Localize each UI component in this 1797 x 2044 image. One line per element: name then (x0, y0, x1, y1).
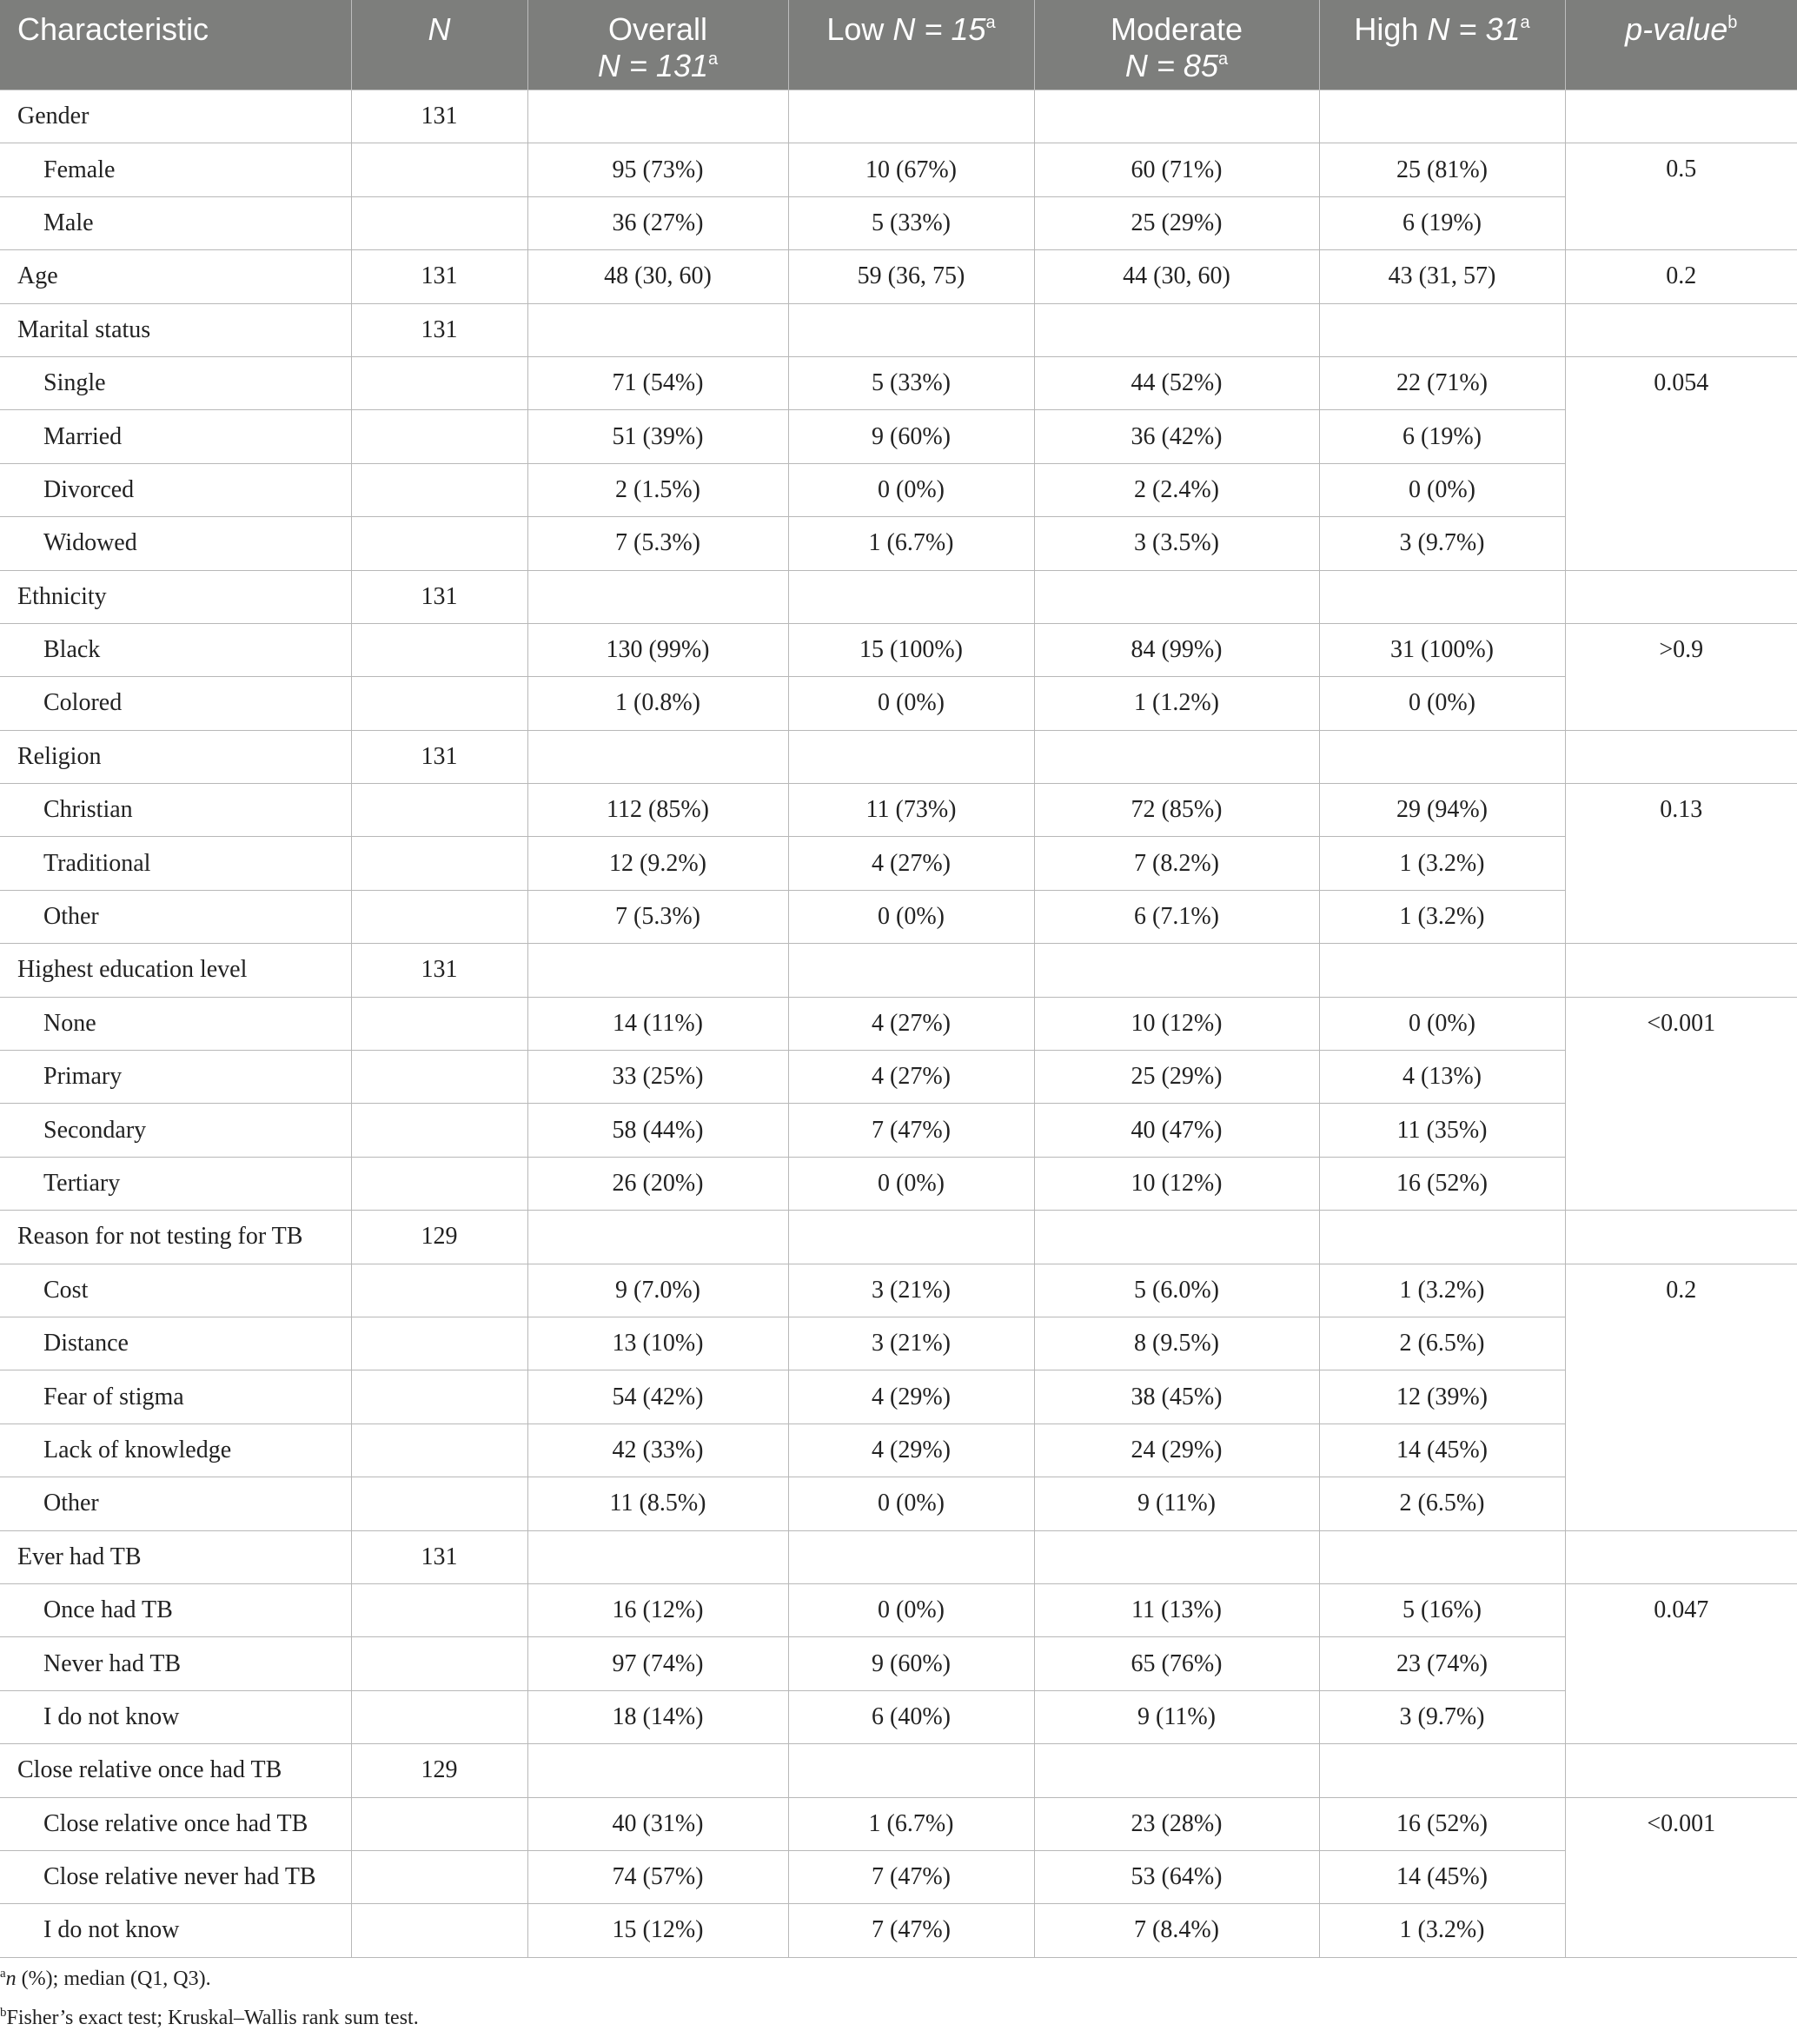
row-label: I do not know (0, 1690, 351, 1743)
table-row (0, 1477, 1797, 1530)
header-characteristic: Characteristic (0, 0, 351, 90)
row-cell: 4 (27%) (788, 837, 1034, 890)
row-cell: 1 (3.2%) (1319, 1904, 1565, 1957)
row-cell: 9 (11%) (1034, 1477, 1319, 1530)
section-cell (1034, 90, 1319, 143)
row-n (351, 1370, 527, 1424)
row-n (351, 356, 527, 409)
row-n (351, 517, 527, 570)
row-label: Other (0, 1477, 351, 1530)
section-label: Ethnicity (0, 570, 351, 623)
section-n: 131 (351, 90, 527, 143)
row-n (351, 1637, 527, 1690)
p-value-cell: 0.047 (1565, 1583, 1797, 1743)
row-cell: 38 (45%) (1034, 1370, 1319, 1424)
row-cell: 40 (31%) (527, 1797, 788, 1850)
row-cell: 1 (0.8%) (527, 677, 788, 730)
section-label: Marital status (0, 303, 351, 356)
row-cell: 0 (0%) (788, 1157, 1034, 1210)
row-cell: 13 (10%) (527, 1317, 788, 1370)
row-label: Divorced (0, 463, 351, 516)
row-cell: 84 (99%) (1034, 623, 1319, 676)
row-cell: 26 (20%) (527, 1157, 788, 1210)
table-header-row (0, 0, 1797, 90)
section-cell (1319, 1530, 1565, 1583)
section-cell (788, 730, 1034, 783)
row-cell: 3 (3.5%) (1034, 517, 1319, 570)
section-cell: 43 (31, 57) (1319, 250, 1565, 303)
table-row (0, 410, 1797, 463)
row-cell: 3 (9.7%) (1319, 1690, 1565, 1743)
p-value-cell: >0.9 (1565, 623, 1797, 730)
header-p-value: p-value$^b$ (1565, 0, 1797, 90)
section-cell (527, 944, 788, 997)
row-n (351, 677, 527, 730)
row-cell: 18 (14%) (527, 1690, 788, 1743)
row-cell: 0 (0%) (788, 463, 1034, 516)
row-cell: 10 (12%) (1034, 997, 1319, 1050)
row-cell: 7 (47%) (788, 1904, 1034, 1957)
row-cell: 130 (99%) (527, 623, 788, 676)
footnote-a: $^a$n (%); median (Q1, Q3). (0, 1967, 211, 1990)
row-cell: 6 (19%) (1319, 196, 1565, 249)
row-cell: 0 (0%) (1319, 463, 1565, 516)
row-cell: 5 (16%) (1319, 1583, 1565, 1636)
header-overall: Overall $N = 131^a$ (527, 0, 788, 90)
row-n (351, 1477, 527, 1530)
row-label: Secondary (0, 1104, 351, 1157)
table-row (0, 1797, 1797, 1850)
header-low: Low $N = 15^a$ (788, 0, 1034, 90)
section-cell (527, 1744, 788, 1797)
row-cell: 6 (7.1%) (1034, 890, 1319, 943)
row-label: None (0, 997, 351, 1050)
row-cell: 0 (0%) (1319, 677, 1565, 730)
row-cell: 36 (27%) (527, 196, 788, 249)
table-row (0, 1690, 1797, 1743)
row-label: Christian (0, 784, 351, 837)
row-cell: 72 (85%) (1034, 784, 1319, 837)
p-value-cell (1565, 570, 1797, 623)
section-cell (1319, 303, 1565, 356)
row-n (351, 1850, 527, 1903)
row-cell: 7 (8.2%) (1034, 837, 1319, 890)
table-row (0, 143, 1797, 196)
table-body (0, 90, 1797, 1958)
row-cell: 9 (60%) (788, 410, 1034, 463)
section-cell (1034, 1211, 1319, 1264)
row-n (351, 410, 527, 463)
section-cell (788, 944, 1034, 997)
section-row (0, 250, 1797, 303)
section-row (0, 90, 1797, 143)
row-label: Other (0, 890, 351, 943)
row-cell: 112 (85%) (527, 784, 788, 837)
row-label: Cost (0, 1264, 351, 1317)
row-cell: 97 (74%) (527, 1637, 788, 1690)
row-cell: 16 (52%) (1319, 1157, 1565, 1210)
row-label: Married (0, 410, 351, 463)
row-cell: 2 (6.5%) (1319, 1317, 1565, 1370)
row-cell: 3 (9.7%) (1319, 517, 1565, 570)
section-cell (1034, 944, 1319, 997)
p-value-cell: 0.2 (1565, 250, 1797, 303)
section-n: 131 (351, 944, 527, 997)
table-row (0, 837, 1797, 890)
p-value-cell: 0.5 (1565, 143, 1797, 250)
row-cell: 23 (28%) (1034, 1797, 1319, 1850)
row-cell: 3 (21%) (788, 1264, 1034, 1317)
section-n: 131 (351, 570, 527, 623)
row-cell: 4 (29%) (788, 1424, 1034, 1477)
table-row (0, 1424, 1797, 1477)
table-row (0, 677, 1797, 730)
p-value-cell (1565, 90, 1797, 143)
row-cell: 11 (8.5%) (527, 1477, 788, 1530)
table-row (0, 784, 1797, 837)
row-cell: 71 (54%) (527, 356, 788, 409)
table-row (0, 997, 1797, 1050)
row-cell: 11 (73%) (788, 784, 1034, 837)
section-label: Religion (0, 730, 351, 783)
section-cell (1034, 570, 1319, 623)
section-cell (527, 303, 788, 356)
p-value-cell (1565, 303, 1797, 356)
row-cell: 60 (71%) (1034, 143, 1319, 196)
row-cell: 8 (9.5%) (1034, 1317, 1319, 1370)
row-label: Lack of knowledge (0, 1424, 351, 1477)
table-row (0, 517, 1797, 570)
section-cell (1319, 730, 1565, 783)
row-cell: 25 (29%) (1034, 196, 1319, 249)
row-cell: 12 (39%) (1319, 1370, 1565, 1424)
row-cell: 16 (12%) (527, 1583, 788, 1636)
row-cell: 6 (40%) (788, 1690, 1034, 1743)
section-row (0, 1211, 1797, 1264)
row-n (351, 1157, 527, 1210)
section-cell (527, 90, 788, 143)
row-label: Close relative never had TB (0, 1850, 351, 1903)
section-cell: 48 (30, 60) (527, 250, 788, 303)
footnote-b: $^b$Fisher’s exact test; Kruskal–Wallis rank sum test. (0, 2006, 419, 2029)
row-cell: 2 (6.5%) (1319, 1477, 1565, 1530)
table-row (0, 196, 1797, 249)
section-cell (1319, 944, 1565, 997)
row-cell: 1 (3.2%) (1319, 890, 1565, 943)
section-cell (1319, 570, 1565, 623)
table-row (0, 1637, 1797, 1690)
row-label: Male (0, 196, 351, 249)
row-cell: 11 (35%) (1319, 1104, 1565, 1157)
row-cell: 15 (100%) (788, 623, 1034, 676)
row-n (351, 196, 527, 249)
row-label: I do not know (0, 1904, 351, 1957)
row-n (351, 837, 527, 890)
section-n: 131 (351, 250, 527, 303)
row-cell: 36 (42%) (1034, 410, 1319, 463)
row-cell: 1 (6.7%) (788, 1797, 1034, 1850)
row-label: Traditional (0, 837, 351, 890)
row-cell: 74 (57%) (527, 1850, 788, 1903)
section-row (0, 1744, 1797, 1797)
row-cell: 7 (5.3%) (527, 517, 788, 570)
section-cell (1319, 90, 1565, 143)
section-row (0, 570, 1797, 623)
section-cell (527, 1530, 788, 1583)
table-row (0, 1904, 1797, 1957)
section-cell (1319, 1211, 1565, 1264)
row-cell: 11 (13%) (1034, 1583, 1319, 1636)
section-row (0, 730, 1797, 783)
row-cell: 0 (0%) (788, 677, 1034, 730)
row-n (351, 784, 527, 837)
header-moderate: Moderate $N = 85^a$ (1034, 0, 1319, 90)
p-value-cell (1565, 1530, 1797, 1583)
row-label: Close relative once had TB (0, 1797, 351, 1850)
row-cell: 44 (52%) (1034, 356, 1319, 409)
section-cell (788, 1530, 1034, 1583)
section-cell: 44 (30, 60) (1034, 250, 1319, 303)
p-value-cell: <0.001 (1565, 1797, 1797, 1957)
row-n (351, 1797, 527, 1850)
section-n: 131 (351, 730, 527, 783)
section-cell (1034, 1530, 1319, 1583)
table-row (0, 1051, 1797, 1104)
section-label: Gender (0, 90, 351, 143)
p-value-cell: 0.054 (1565, 356, 1797, 570)
section-cell (527, 1211, 788, 1264)
table-row (0, 890, 1797, 943)
row-n (351, 463, 527, 516)
header-high: High $N = 31^a$ (1319, 0, 1565, 90)
row-label: Black (0, 623, 351, 676)
row-cell: 10 (12%) (1034, 1157, 1319, 1210)
row-cell: 58 (44%) (527, 1104, 788, 1157)
section-cell (788, 1744, 1034, 1797)
row-cell: 1 (1.2%) (1034, 677, 1319, 730)
row-cell: 5 (33%) (788, 356, 1034, 409)
row-cell: 23 (74%) (1319, 1637, 1565, 1690)
table-row (0, 1583, 1797, 1636)
row-n (351, 890, 527, 943)
section-row (0, 1530, 1797, 1583)
section-label: Ever had TB (0, 1530, 351, 1583)
row-cell: 4 (29%) (788, 1370, 1034, 1424)
row-cell: 4 (27%) (788, 1051, 1034, 1104)
section-label: Highest education level (0, 944, 351, 997)
section-cell (788, 570, 1034, 623)
row-n (351, 1104, 527, 1157)
row-cell: 29 (94%) (1319, 784, 1565, 837)
row-cell: 7 (8.4%) (1034, 1904, 1319, 1957)
row-cell: 42 (33%) (527, 1424, 788, 1477)
row-cell: 0 (0%) (1319, 997, 1565, 1050)
row-cell: 22 (71%) (1319, 356, 1565, 409)
section-cell (788, 303, 1034, 356)
row-cell: 54 (42%) (527, 1370, 788, 1424)
row-cell: 1 (3.2%) (1319, 1264, 1565, 1317)
row-label: Never had TB (0, 1637, 351, 1690)
table-row (0, 623, 1797, 676)
p-value-cell: <0.001 (1565, 997, 1797, 1211)
row-n (351, 1583, 527, 1636)
row-cell: 0 (0%) (788, 1583, 1034, 1636)
section-row (0, 303, 1797, 356)
row-label: Female (0, 143, 351, 196)
section-label: Reason for not testing for TB (0, 1211, 351, 1264)
section-label: Age (0, 250, 351, 303)
row-cell: 40 (47%) (1034, 1104, 1319, 1157)
row-cell: 14 (45%) (1319, 1850, 1565, 1903)
p-value-cell (1565, 730, 1797, 783)
row-cell: 9 (7.0%) (527, 1264, 788, 1317)
row-cell: 1 (3.2%) (1319, 837, 1565, 890)
row-cell: 5 (6.0%) (1034, 1264, 1319, 1317)
row-label: Primary (0, 1051, 351, 1104)
row-cell: 25 (81%) (1319, 143, 1565, 196)
section-cell (1034, 730, 1319, 783)
row-label: Fear of stigma (0, 1370, 351, 1424)
row-label: Colored (0, 677, 351, 730)
table-row (0, 1157, 1797, 1210)
row-n (351, 1317, 527, 1370)
table-row (0, 1317, 1797, 1370)
row-cell: 0 (0%) (788, 1477, 1034, 1530)
row-cell: 0 (0%) (788, 890, 1034, 943)
section-label: Close relative once had TB (0, 1744, 351, 1797)
row-cell: 9 (11%) (1034, 1690, 1319, 1743)
row-cell: 10 (67%) (788, 143, 1034, 196)
row-cell: 3 (21%) (788, 1317, 1034, 1370)
row-cell: 24 (29%) (1034, 1424, 1319, 1477)
row-cell: 25 (29%) (1034, 1051, 1319, 1104)
section-n: 131 (351, 303, 527, 356)
row-cell: 14 (45%) (1319, 1424, 1565, 1477)
section-n: 129 (351, 1211, 527, 1264)
row-cell: 6 (19%) (1319, 410, 1565, 463)
p-value-cell: 0.13 (1565, 784, 1797, 944)
row-n (351, 1051, 527, 1104)
p-value-cell (1565, 1211, 1797, 1264)
section-cell: 59 (36, 75) (788, 250, 1034, 303)
header-n: N (351, 0, 527, 90)
section-cell (788, 1211, 1034, 1264)
section-cell (527, 730, 788, 783)
table-row (0, 1370, 1797, 1424)
p-value-cell (1565, 1744, 1797, 1797)
row-cell: 1 (6.7%) (788, 517, 1034, 570)
row-label: Once had TB (0, 1583, 351, 1636)
row-cell: 4 (13%) (1319, 1051, 1565, 1104)
row-label: Distance (0, 1317, 351, 1370)
row-cell: 65 (76%) (1034, 1637, 1319, 1690)
row-cell: 4 (27%) (788, 997, 1034, 1050)
row-cell: 7 (47%) (788, 1104, 1034, 1157)
section-row (0, 944, 1797, 997)
row-n (351, 1424, 527, 1477)
row-cell: 16 (52%) (1319, 1797, 1565, 1850)
row-cell: 9 (60%) (788, 1637, 1034, 1690)
row-label: Single (0, 356, 351, 409)
row-label: Tertiary (0, 1157, 351, 1210)
row-cell: 95 (73%) (527, 143, 788, 196)
table-row (0, 1104, 1797, 1157)
p-value-cell: 0.2 (1565, 1264, 1797, 1530)
row-cell: 7 (5.3%) (527, 890, 788, 943)
row-label: Widowed (0, 517, 351, 570)
row-cell: 12 (9.2%) (527, 837, 788, 890)
row-cell: 2 (1.5%) (527, 463, 788, 516)
section-cell (788, 90, 1034, 143)
row-cell: 15 (12%) (527, 1904, 788, 1957)
p-value-cell (1565, 944, 1797, 997)
section-n: 131 (351, 1530, 527, 1583)
row-cell: 5 (33%) (788, 196, 1034, 249)
section-cell (1319, 1744, 1565, 1797)
table-row (0, 1264, 1797, 1317)
row-n (351, 997, 527, 1050)
row-cell: 53 (64%) (1034, 1850, 1319, 1903)
table-row (0, 1850, 1797, 1903)
row-cell: 33 (25%) (527, 1051, 788, 1104)
section-cell (527, 570, 788, 623)
row-cell: 31 (100%) (1319, 623, 1565, 676)
table-row (0, 463, 1797, 516)
row-cell: 14 (11%) (527, 997, 788, 1050)
row-n (351, 1904, 527, 1957)
row-n (351, 1264, 527, 1317)
row-n (351, 1690, 527, 1743)
row-cell: 51 (39%) (527, 410, 788, 463)
section-cell (1034, 1744, 1319, 1797)
table-row (0, 356, 1797, 409)
section-cell (1034, 303, 1319, 356)
row-n (351, 143, 527, 196)
row-n (351, 623, 527, 676)
row-cell: 7 (47%) (788, 1850, 1034, 1903)
section-n: 129 (351, 1744, 527, 1797)
row-cell: 2 (2.4%) (1034, 463, 1319, 516)
